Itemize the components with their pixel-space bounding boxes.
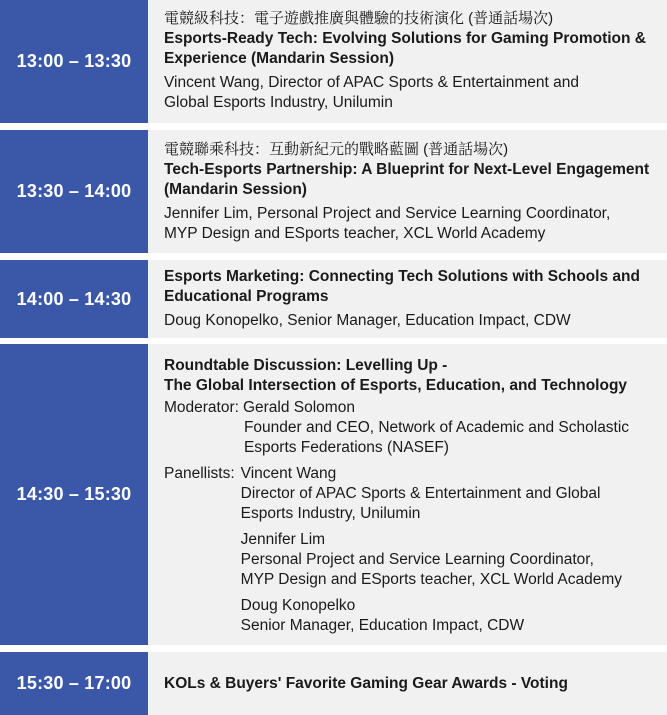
session-content: [148, 260, 667, 338]
session-title-line: Esports-Ready Tech: Evolving Solutions for Gaming Promotion &: [164, 30, 646, 47]
session-time: 13:00 – 13:30: [0, 0, 148, 123]
session-row: [0, 0, 667, 123]
moderator-line: Esports Federations (NASEF): [243, 439, 449, 456]
session-speaker: [164, 204, 657, 244]
moderator-label: Moderator:: [164, 399, 239, 416]
moderator-details: [243, 398, 629, 458]
speaker-line: MYP Design and ESports teacher, XCL World Academy: [164, 225, 546, 242]
session-title-line: Esports Marketing: Connecting Tech Solutions with Schools and: [164, 268, 640, 285]
panellist-name: Jennifer Lim: [240, 531, 326, 548]
panellist-name: Doug Konopelko: [240, 597, 356, 614]
session-title: [164, 29, 657, 69]
moderator-block: [164, 398, 657, 458]
session-row: [0, 130, 667, 253]
session-title-line: Experience (Mandarin Session): [164, 50, 394, 67]
panellist-name: Vincent Wang: [240, 465, 337, 482]
session-content: [148, 652, 667, 715]
session-title-line: Tech-Esports Partnership: A Blueprint for Next-Level Engagement: [164, 161, 650, 178]
panellists-details: [241, 464, 622, 636]
session-title-line: (Mandarin Session): [164, 181, 307, 198]
session-time: 14:30 – 15:30: [0, 344, 148, 645]
moderator-line: Founder and CEO, Network of Academic and Scholastic: [243, 419, 630, 436]
session-row: [0, 652, 667, 715]
panellist-entry: [241, 530, 622, 590]
session-row: [0, 260, 667, 338]
panellists-label: Panellists:: [164, 465, 235, 482]
session-speaker: [164, 73, 657, 113]
speaker-line: Jennifer Lim, Personal Project and Service Learning Coordinator,: [164, 205, 611, 222]
speaker-line: Doug Konopelko, Senior Manager, Education Impact, CDW: [164, 312, 571, 329]
session-title-line: The Global Intersection of Esports, Education, and Technology: [164, 377, 628, 394]
session-time: 14:00 – 14:30: [0, 260, 148, 338]
session-title-line: Roundtable Discussion: Levelling Up -: [164, 357, 448, 374]
speaker-line: Vincent Wang, Director of APAC Sports & Entertainment and: [164, 74, 579, 91]
session-title-line: Educational Programs: [164, 288, 329, 305]
panellists-block: [164, 464, 657, 636]
panellist-line: Senior Manager, Education Impact, CDW: [240, 617, 525, 634]
moderator-name: Gerald Solomon: [242, 399, 355, 416]
session-time: 13:30 – 14:00: [0, 130, 148, 253]
speaker-line: Global Esports Industry, Unilumin: [164, 94, 393, 111]
session-title: [164, 356, 657, 396]
session-title: [164, 160, 657, 200]
session-content: [148, 130, 667, 253]
session-title: [164, 267, 657, 307]
panellist-entry: [241, 596, 622, 636]
session-speaker: [164, 311, 657, 331]
session-time: 15:30 – 17:00: [0, 652, 148, 715]
panellist-line: Esports Industry, Unilumin: [240, 505, 421, 522]
session-content: [148, 344, 667, 645]
panellist-line: Director of APAC Sports & Entertainment and Global: [240, 485, 601, 502]
panellist-line: MYP Design and ESports teacher, XCL World Academy: [240, 571, 623, 588]
session-row: [0, 344, 667, 645]
session-title-zh: 電競聯乘科技：互動新紀元的戰略藍圖 (普通話場次): [164, 141, 509, 158]
session-title: KOLs & Buyers' Favorite Gaming Gear Awards - Voting: [164, 674, 568, 692]
session-content: [148, 0, 667, 123]
session-title-zh: 電競級科技：電子遊戲推廣與體驗的技術演化 (普通話場次): [164, 10, 554, 27]
panellist-line: Personal Project and Service Learning Coordinator,: [240, 551, 594, 568]
panellist-entry: [241, 464, 622, 524]
